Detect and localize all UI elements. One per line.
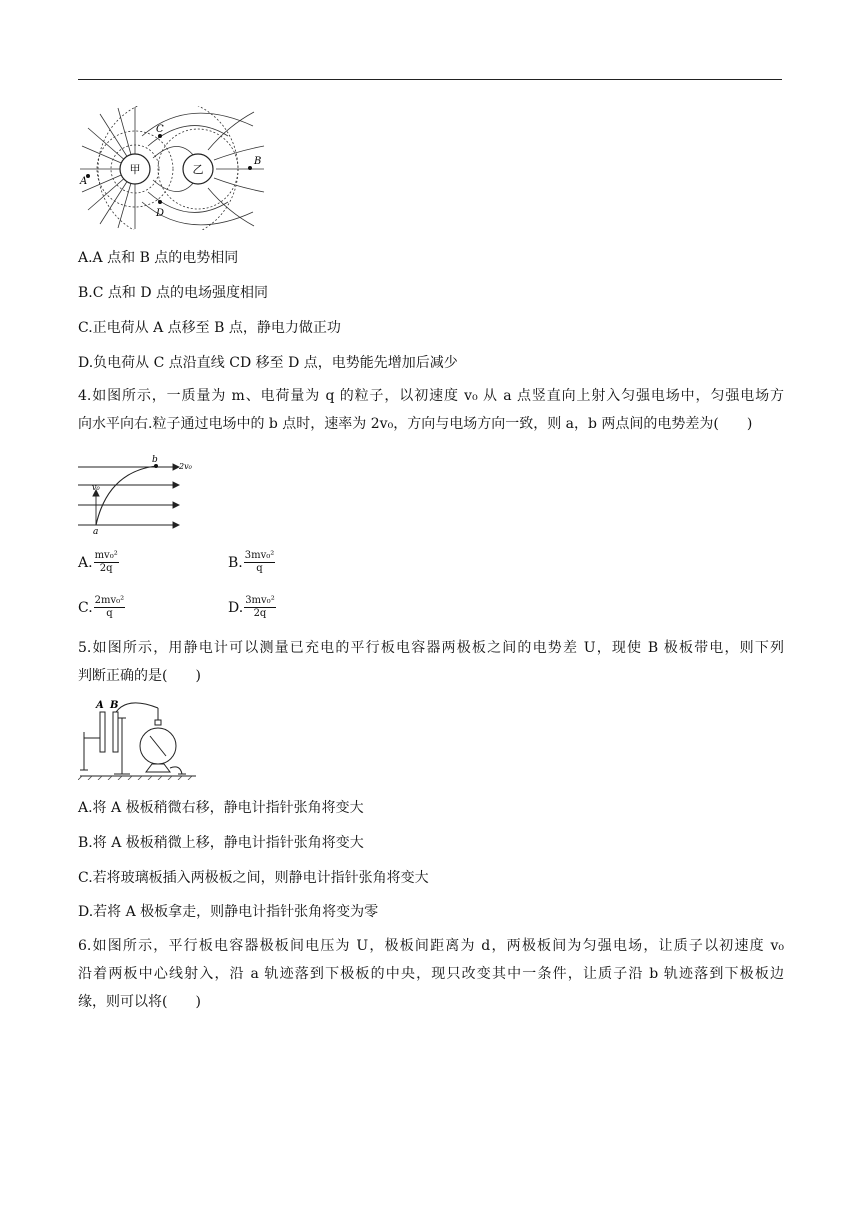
q5-stem-line2: 判断正确的是( ) bbox=[78, 668, 201, 684]
q3-label-A: A bbox=[80, 176, 88, 187]
q5-label-B: B bbox=[110, 700, 119, 711]
q4-stem-line2: 向水平向右.粒子通过电场中的 b 点时，速率为 2v₀，方向与电场方向一致，则 a，b 两点间的电势差为( ) bbox=[78, 416, 753, 432]
q4-label-v0: v₀ bbox=[92, 483, 100, 492]
q4-label-a: a bbox=[93, 527, 99, 536]
q4-option-b: B. $\frac{\text{3mv₀²}}{q}$ bbox=[228, 550, 275, 574]
q3-label-yi: 乙 bbox=[192, 163, 204, 176]
q4-label-b: b bbox=[152, 455, 158, 465]
q3-label-jia: 甲 bbox=[129, 163, 141, 176]
q6-stem-line1: 6.如图所示，平行板电容器极板间电压为 U，极板间距离为 d，两极板间为匀强电场，让质子以初速度 v₀ bbox=[78, 938, 784, 954]
q4-option-c: C. $\frac{\text{2mv₀²}}{q}$ bbox=[78, 595, 125, 619]
q3-option-d: D.负电荷从 C 点沿直线 CD 移至 D 点，电势能先增加后减少 bbox=[78, 355, 458, 371]
q3-label-D: D bbox=[156, 208, 165, 219]
q4-option-a: A. $\frac{\text{mv₀²}}{2q}$ bbox=[78, 550, 118, 574]
q4-option-d: D. $\frac{\text{3mv₀²}}{2q}$ bbox=[228, 595, 275, 619]
q3-label-B: B bbox=[254, 156, 262, 167]
q4-label-2v0: 2v₀ bbox=[179, 462, 192, 471]
q3-label-C: C bbox=[156, 124, 164, 135]
q5-option-b: B.将 A 极板稍微上移，静电计指针张角将变大 bbox=[78, 835, 364, 851]
q5-option-c: C.若将玻璃板插入两极板之间，则静电计指针张角将变大 bbox=[78, 870, 429, 886]
q6-stem bbox=[78, 936, 784, 1020]
q3-option-a: A.A 点和 B 点的电势相同 bbox=[78, 250, 239, 266]
q4-stem bbox=[78, 386, 784, 442]
q4-field-figure bbox=[78, 452, 198, 536]
q5-stem-line1: 5.如图所示，用静电计可以测量已充电的平行板电容器两极板之间的电势差 U，现使 B 极板带电，则下列 bbox=[78, 640, 784, 656]
q5-electrometer-figure bbox=[78, 698, 198, 780]
q6-stem-line3: 缘，则可以将( ) bbox=[78, 994, 201, 1010]
header-rule bbox=[78, 79, 782, 80]
q3-field-figure bbox=[78, 106, 266, 230]
q3-option-c: C.正电荷从 A 点移至 B 点，静电力做正功 bbox=[78, 320, 341, 336]
q5-option-d: D.若将 A 极板拿走，则静电计指针张角将变为零 bbox=[78, 904, 379, 920]
q3-option-b: B.C 点和 D 点的电场强度相同 bbox=[78, 285, 269, 301]
q4-stem-line1: 4.如图所示，一质量为 m、电荷量为 q 的粒子，以初速度 v₀ 从 a 点竖直向上射入匀强电场中，匀强电场方 bbox=[78, 388, 784, 404]
q5-stem bbox=[78, 638, 784, 694]
q5-option-a: A.将 A 极板稍微右移，静电计指针张角将变大 bbox=[78, 800, 364, 816]
q6-stem-line2: 沿着两板中心线射入，沿 a 轨迹落到下极板的中央，现只改变其中一条件，让质子沿 b 轨迹落到下极板边 bbox=[78, 966, 784, 982]
q5-label-A: A bbox=[96, 700, 104, 711]
